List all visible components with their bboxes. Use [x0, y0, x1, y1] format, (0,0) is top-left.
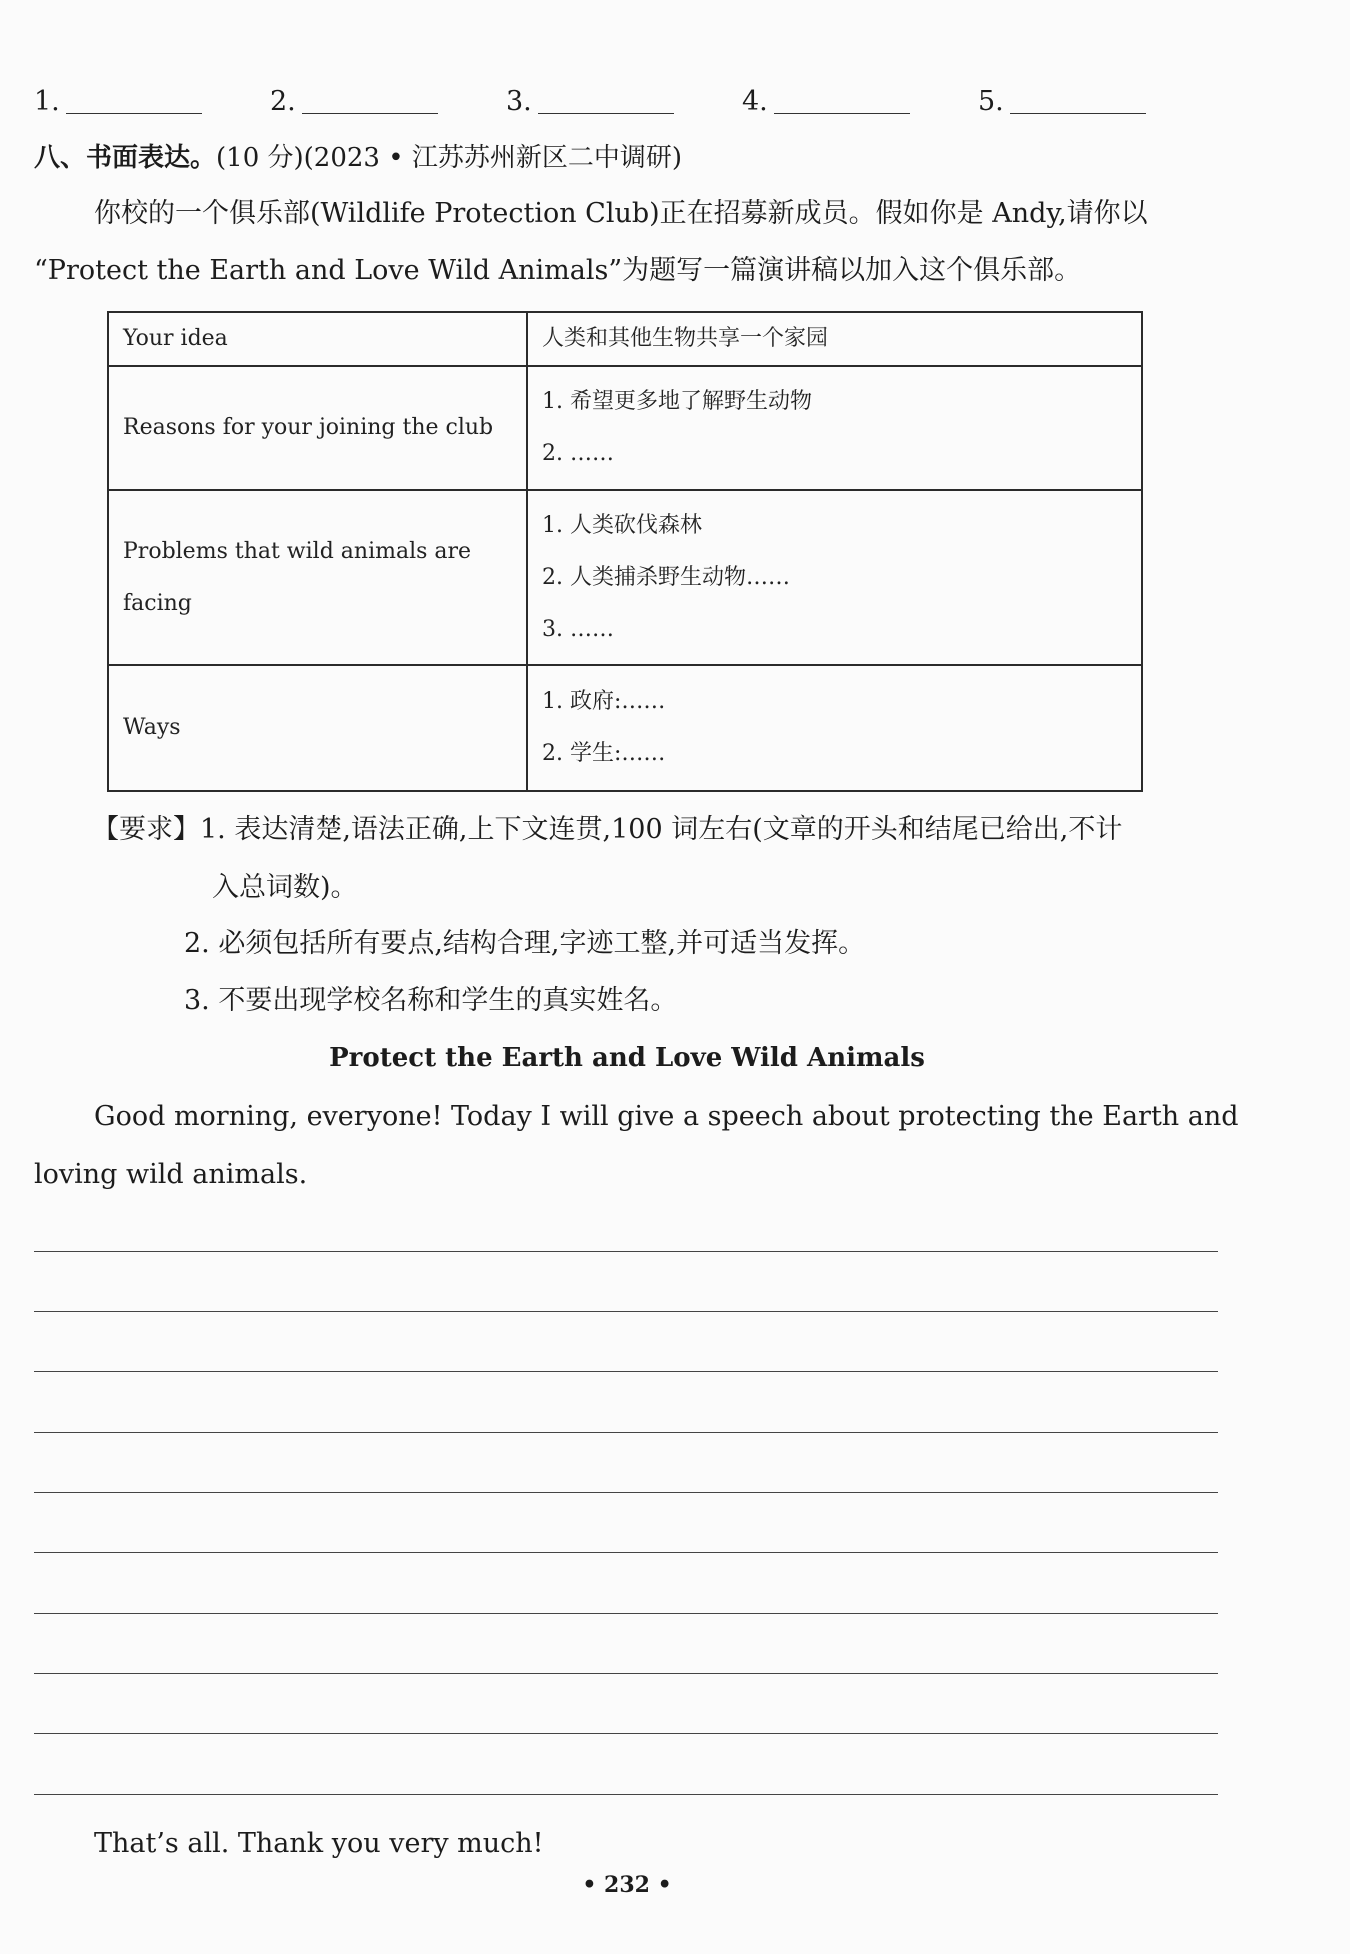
essay-closing: That’s all. Thank you very much!	[94, 1828, 544, 1859]
writing-line[interactable]	[34, 1251, 1218, 1252]
writing-line[interactable]	[34, 1613, 1218, 1614]
writing-line[interactable]	[34, 1673, 1218, 1674]
table-row	[108, 665, 1142, 791]
page-number: • 232 •	[582, 1872, 672, 1898]
requirement-text: 1. 表达清楚,语法正确,上下文连贯,100 词左右(文章的开头和结尾已给出,不计	[200, 814, 1123, 845]
blank-number: 3.	[506, 86, 532, 117]
essay-opening-line-1: Good morning, everyone! Today I will give a speech about protecting the Earth and	[94, 1101, 1239, 1132]
requirements-label: 【要求】	[92, 814, 200, 845]
writing-line[interactable]	[34, 1432, 1218, 1433]
writing-line[interactable]	[34, 1311, 1218, 1312]
table-value-cell	[527, 366, 1142, 490]
requirement-2: 2. 必须包括所有要点,结构合理,字迹工整,并可适当发挥。	[184, 928, 866, 959]
requirement-3: 3. 不要出现学校名称和学生的真实姓名。	[184, 985, 678, 1016]
table-key-cell	[108, 490, 527, 665]
list-item: 2. 学生:……	[542, 741, 666, 766]
blank-number: 4.	[742, 86, 768, 117]
essay-opening-line-2: loving wild animals.	[34, 1159, 308, 1190]
intro-line-2: “Protect the Earth and Love Wild Animals”为题写一篇演讲稿以加入这个俱乐部。	[34, 255, 1082, 286]
answer-blank-4[interactable]	[742, 84, 910, 120]
table-row	[108, 312, 1142, 366]
answer-blanks-row	[34, 84, 1164, 124]
intro-line-1: 你校的一个俱乐部(Wildlife Protection Club)正在招募新成员。假如你是 Andy,请你以	[94, 198, 1148, 229]
writing-line[interactable]	[34, 1492, 1218, 1493]
answer-blank-5[interactable]	[978, 84, 1146, 120]
answer-blank-2[interactable]	[270, 84, 438, 120]
table-value-cell	[527, 490, 1142, 665]
list-item: 3. ……	[542, 616, 614, 642]
list-item: 1. 政府:……	[542, 689, 666, 714]
blank-number: 2.	[270, 86, 296, 117]
requirement-1	[92, 812, 1122, 848]
answer-blank-1[interactable]	[34, 84, 202, 120]
table-value-cell	[527, 665, 1142, 791]
table-key-cell: Reasons for your joining the club	[108, 366, 527, 490]
writing-line[interactable]	[34, 1552, 1218, 1553]
list-item: 1. 希望更多地了解野生动物	[542, 389, 812, 414]
table-value-cell: 人类和其他生物共享一个家园	[527, 312, 1142, 366]
table-key-line: facing	[123, 590, 192, 616]
table-key-cell: Your idea	[108, 312, 527, 366]
essay-title: Protect the Earth and Love Wild Animals	[329, 1043, 925, 1073]
answer-blank-3[interactable]	[506, 84, 674, 120]
blank-number: 5.	[978, 86, 1004, 117]
section-score: (10 分)(2023 • 江苏苏州新区二中调研)	[216, 143, 682, 173]
blank-number: 1.	[34, 86, 60, 117]
list-item: 2. 人类捕杀野生动物……	[542, 564, 790, 590]
writing-line[interactable]	[34, 1371, 1218, 1372]
requirement-1-continued: 入总词数)。	[212, 872, 358, 903]
table-row	[108, 366, 1142, 490]
writing-line[interactable]	[34, 1794, 1218, 1795]
table-key-line: Problems that wild animals are	[123, 538, 472, 564]
table-key-cell: Ways	[108, 665, 527, 791]
list-item: 2. ……	[542, 441, 614, 466]
list-item: 1. 人类砍伐森林	[542, 512, 702, 538]
section-heading	[34, 140, 682, 176]
section-heading-label: 八、书面表达。	[34, 143, 217, 173]
table-row	[108, 490, 1142, 665]
outline-table	[107, 311, 1143, 792]
writing-line[interactable]	[34, 1733, 1218, 1734]
